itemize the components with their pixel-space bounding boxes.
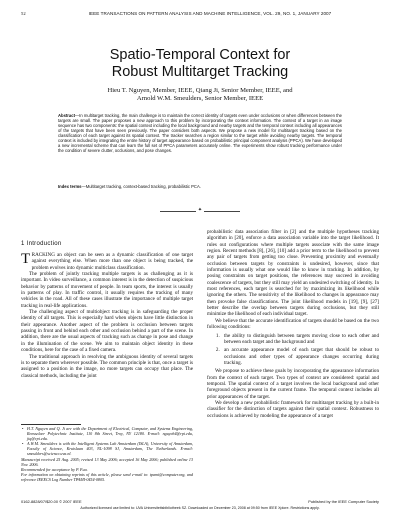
conditions-list [207,333,379,367]
author-line: Arnold W.M. Smeulders, Senior Member, IEEE [136,95,264,103]
author-line: Hieu T. Nguyen, Member, IEEE, Qiang Ji, Senior Member, IEEE, and [107,87,293,94]
divider-ornament: ✦ [197,208,203,213]
footnote-text: H.T. Nguyen and Q. Ji are with the Department of Electrical, Computer, and Systems Engineering, Rensselaer Polytechnic Institute, 110 8th Street, Troy, NY 12180. E-mail: nguyeh4@rpi.edu, jiq@rpi.edu. [27,426,193,441]
paragraph-text: RACKING an object can be seen as a dynamic classification of one target against everything else. When more than one object is being tracked, the problem evolves into dynamic multiclass classification. [31,252,193,271]
footnote-text: Recommended for acceptance by P. Fua. [21,466,88,472]
paragraph: The traditional approach in resolving the ambiguous identity of several targets is to separate them wherever possible. The common principle is that, once a target is assigned to a position in the image, no more targets can occupy that place. The classical methods, including the joint [21,353,193,379]
running-head [21,11,379,16]
page-number: 52 [21,11,26,16]
affiliation-footnote [21,442,193,457]
paper-title [20,47,380,81]
author-list [20,87,380,103]
copyright-notice: 0162-8828/07/$20.00 © 2007 IEEE [21,499,82,504]
footnotes [21,427,193,483]
paragraph: We believe that the accurate identification of targets should be based on the two following conditions: [207,317,379,331]
index-terms-text: —Multitarget tracking, context-based tracking, probabilistic PCA. [81,184,201,189]
download-notice: Authorized licensed use limited to: UVA Universiteitsbibliotheek SZ. Downloaded on December 23, 2008 at 09:50 from IEEE Xplore. Restrictions apply. [80,506,320,510]
abstract-label: Abstract [58,113,75,118]
list-item: 2. an accurate appearance model of each target that should be robust to occlusions and other types of appearance changes occurring during tracking. [221,347,379,366]
paragraph: The challenging aspect of multiobject tracking is in safeguarding the proper identity of all targets. This is especially hard when objects have little distinction in their appearance. Another aspect of the problem is occlusion between targets passing in front and behind each other and occlusion behind a part of the scene. In addition, there are the usual aspects of tracking such as change in pose and change in the illumination of the scene. We aim to maintain object identity in these conditions, here for the case of a fixed camera. [21,309,193,354]
footnote-text: For information on obtaining reprints of this article, please send e-mail to: tpami@computer.org, and reference IEEECS Log Number TPAMI-0454-0805. [21,471,193,482]
paragraph: We propose to achieve these goals by incorporating the appearance information from the context of each target. Two types of context are considered: spatial and temporal. The spatial context of a target involves the local background and other foreground objects present in the current frame. The temporal context includes all prior appearances of the target. [207,368,379,400]
journal-title: IEEE TRANSACTIONS ON PATTERN ANALYSIS AND MACHINE INTELLIGENCE, VOL. 29, NO. 1, JANUARY 2007 [88,11,332,16]
reprints-note [21,473,193,483]
copyright-row [21,499,379,504]
title-line: Robust Multitarget Tracking [111,64,289,80]
footnote-text: A.W.M. Smeulders is with the Intelligent Systems Lab Amsterdam (ISLA), University of Amsterdam, Faculty of Science, Kruislaan 403, NL-1098 SJ, Amsterdam, The Netherlands. E-mail: smeulders@science.uva.nl. [27,441,193,456]
affiliation-footnote [21,427,193,442]
bullet-icon: • [22,426,24,431]
paragraph [21,252,193,271]
footnote-rule [21,424,81,425]
index-terms [58,184,342,189]
paragraph: We develop a new probabilistic framework for multitarget tracking by a built-in classifier for the distinction of targets against their spatial context. Robustness to occlusions is achieved by modeling the appearance of a target [207,399,379,419]
index-terms-label: Index terms [58,184,82,189]
paragraph: The problem of jointly tracking multiple targets is as challenging as it is important. In video surveillance, a common interest is in the detection of suspicious behavior by patterns of movement of people. In team sports, the interest is usually in patterns of play. In traffic control, it usually requires the tracking of many vehicles in the road. All of these cases illustrate the importance of multiple target tracking in real-life applications. [21,271,193,309]
right-column [207,229,379,419]
footnote-text: Manuscript received 25 Aug. 2005; revised 13 May 2006; accepted 16 May 2006; published online 13 Nov. 2006. [21,457,193,467]
left-column [21,252,193,379]
abstract [58,113,342,153]
publisher-notice: Published by the IEEE Computer Society [308,499,379,504]
title-line: Spatio-Temporal Context for [109,47,291,63]
bullet-icon: • [22,441,24,447]
list-item: 1. the ability to distinguish between targets moving close to each other and between each target and the background and [221,333,379,346]
drop-cap: T [21,251,31,267]
paragraph: probabilistic data association filter in [2] and the multiple hypotheses tracking algorithm in [20], enforce a data association variable into the target likelihood. It rules out configurations where multiple targets associate with the same image region. Recent methods [8], [26], [10] add a prior term to the likelihood to prevent any pair of targets from getting too close. Preventing proximity and eventually occlusion between targets by constraints is undesired, however, since that information is usually what one would like to know in tracking. In addition, by posing constraints on target positions, the references may succeed in avoiding coalescence of targets, but they still may yield an undesired switching of identity. In most references, each target is searched for by maximizing its likelihood while ignoring the others. The sensitivity of the likelihood to changes in appearance may then provoke false classifications. The joint likelihood models in [19], [9], [27] better describe the overlap between targets during occlusions, but they still minimize the likelihood of each individual target. [207,229,379,318]
abstract-text: —In multitarget tracking, the main challenge is to maintain the correct identity of targets even under occlusions or when differences between the targets are small. The paper proposes a new approach to this problem by incorporating the context information. The context of a target in an image sequence has two components: the spatial context including the local background and nearby targets and the temporal context including all appearances of the targets that have been seen previously. The paper considers both aspects. We propose a new model for multitarget tracking based on the classification of each target against its spatial context. The tracker searches a region similar to the target while avoiding nearby targets. The temporal context is included by integrating the entire history of target appearance based on probabilistic principal component analysis (PPCA). We have developed a new incremental scheme that can learn the full set of PPCA parameters accurately online. The experiments show robust tracking performance under the condition of severe clutter, occlusions, and pose changes. [58,113,342,153]
section-heading: 1 Introduction [21,241,62,247]
